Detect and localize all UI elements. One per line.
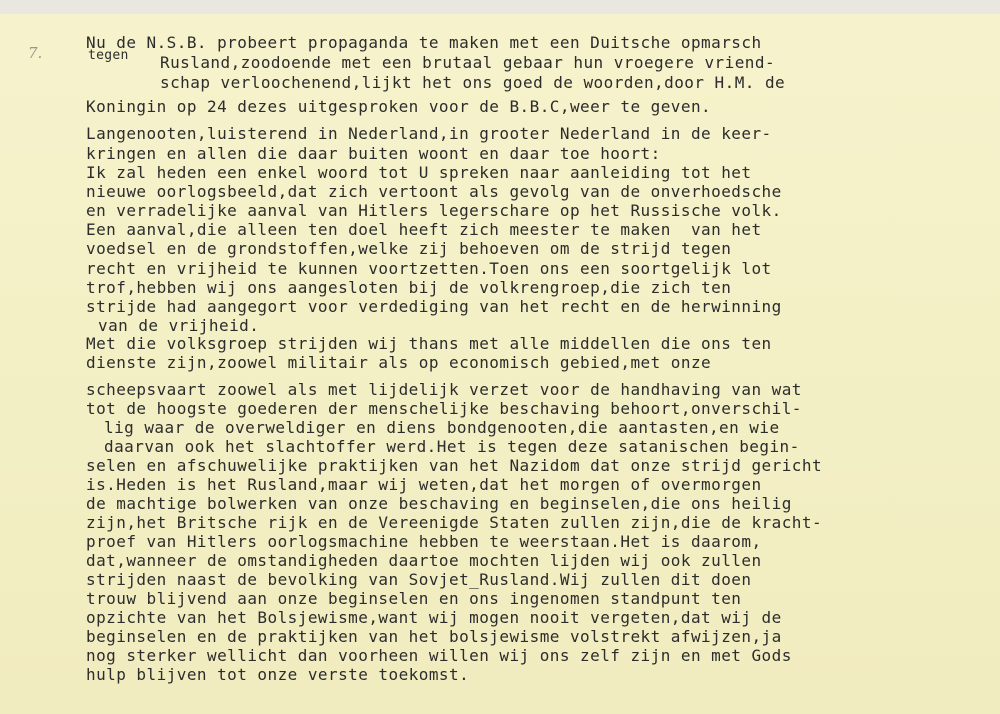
text-line: hulp blijven tot onze verste toekomst. [86, 665, 470, 684]
text-line: lig waar de overweldiger en diens bondgenooten,die aantasten,en wie [104, 418, 780, 437]
text-line: zijn,het Britsche rijk en de Vereenigde Staten zullen zijn,die de kracht- [86, 513, 823, 532]
text-line: dienste zijn,zoowel militair als op economisch gebied,met onze [86, 353, 712, 372]
margin-note: 7. [28, 44, 43, 62]
text-line: tegen [88, 48, 129, 63]
text-line: Langenooten,luisterend in Nederland,in grooter Nederland in de keer- [86, 124, 772, 143]
text-line: en verradelijke aanval van Hitlers legerschare op het Russische volk. [86, 201, 782, 220]
text-line: van de vrijheid. [98, 316, 260, 335]
text-line: Een aanval,die alleen ten doel heeft zich meester te maken van het [86, 220, 762, 239]
text-line: Met die volksgroep strijden wij thans met alle middellen die ons ten [86, 334, 772, 353]
text-line: dat,wanneer de omstandigheden daartoe mochten lijden wij ook zullen [86, 551, 762, 570]
text-line: trof,hebben wij ons aangesloten bij de volkrengroep,die zich ten [86, 278, 732, 297]
text-line: beginselen en de praktijken van het bolsjewisme volstrekt afwijzen,ja [86, 627, 782, 646]
text-line: trouw blijvend aan onze beginselen en ons ingenomen standpunt ten [86, 589, 742, 608]
text-line: daarvan ook het slachtoffer werd.Het is tegen deze satanischen begin- [104, 437, 800, 456]
text-line: de machtige bolwerken van onze beschaving en beginselen,die ons heilig [86, 494, 792, 513]
text-line: kringen en allen die daar buiten woont en daar toe hoort: [86, 144, 661, 163]
text-line: Rusland,zoodoende met een brutaal gebaar hun vroegere vriend- [160, 53, 776, 72]
text-line: scheepsvaart zoowel als met lijdelijk verzet voor de handhaving van wat [86, 380, 802, 399]
text-line: voedsel en de grondstoffen,welke zij behoeven om de strijd tegen [86, 239, 732, 258]
text-line: Ik zal heden een enkel woord tot U spreken naar aanleiding tot het [86, 163, 752, 182]
text-line: schap verloochenend,lijkt het ons goed de woorden,door H.M. de [160, 73, 786, 92]
text-line: Nu de N.S.B. probeert propaganda te maken met een Duitsche opmarsch [86, 33, 762, 52]
text-line: strijden naast de bevolking van Sovjet_Rusland.Wij zullen dit doen [86, 570, 752, 589]
text-line: nieuwe oorlogsbeeld,dat zich vertoont als gevolg van de onverhoedsche [86, 182, 782, 201]
text-line: opzichte van het Bolsjewisme,want wij mogen nooit vergeten,dat wij de [86, 608, 782, 627]
text-line: Koningin op 24 dezes uitgesproken voor de B.B.C,weer te geven. [86, 97, 712, 116]
text-line: recht en vrijheid te kunnen voortzetten.Toen ons een soortgelijk lot [86, 259, 772, 278]
text-line: proef van Hitlers oorlogsmachine hebben te weerstaan.Het is daarom, [86, 532, 762, 551]
text-line: is.Heden is het Rusland,maar wij weten,dat het morgen of overmorgen [86, 475, 762, 494]
text-line: tot de hoogste goederen der menschelijke beschaving behoort,onverschil- [86, 399, 802, 418]
text-line: nog sterker wellicht dan voorheen willen wij ons zelf zijn en met Gods [86, 646, 792, 665]
text-line: strijde had aangegort voor verdediging van het recht en de herwinning [86, 297, 782, 316]
text-line: selen en afschuwelijke praktijken van het Nazidom dat onze strijd gericht [86, 456, 823, 475]
